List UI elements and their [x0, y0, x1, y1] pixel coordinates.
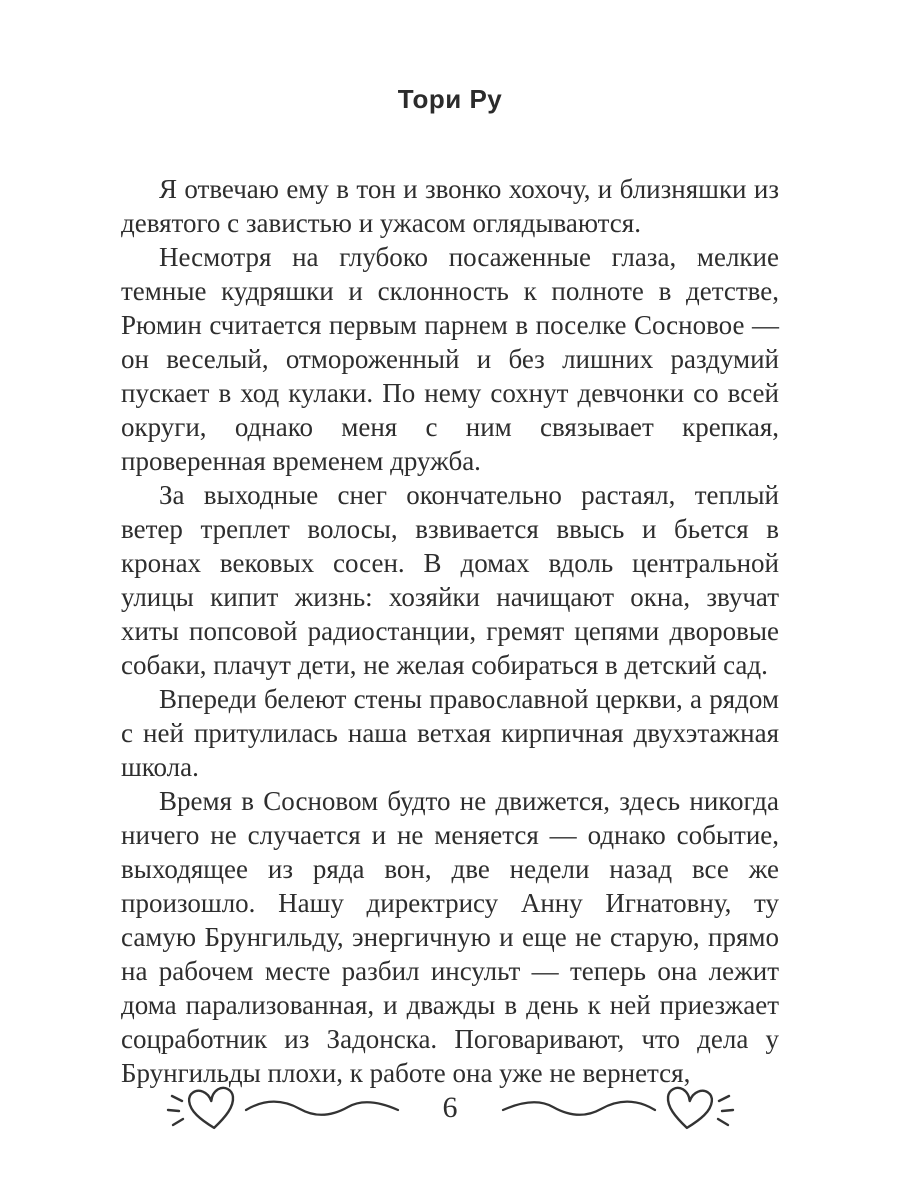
page-number: 6	[442, 1091, 458, 1124]
author-header: Тори Ру	[397, 84, 503, 114]
paragraph-3: За выходные снег окончательно растаял, теплый ветер треплет волосы, взвивается ввысь и бьется в кронах вековых сосен. В домах вдоль центральной улицы кипит жизнь: хозяйки начищают окна, звучат хиты попсовой радиостанции, гремят цепями дворовые собаки, плачут дети, не желая собираться в детский сад.	[121, 480, 779, 680]
page-footer	[0, 1080, 900, 1136]
paragraph-4: Впереди белеют стены православной церкви, а рядом с ней притулилась наша ветхая кирпичная двухэтажная школа.	[121, 684, 779, 782]
paragraph-2: Несмотря на глубоко посаженные глаза, мелкие темные кудряшки и склонность к полноте в детстве, Рюмин считается первым парнем в поселке Сосновое — он веселый, отмороженный и без лишних раздумий пускает в ход кулаки. По нему сохнут девчонки со всей округи, однако меня с ним связывает крепкая, проверенная временем дружба.	[121, 242, 779, 476]
paragraph-5: Время в Сосновом будто не движется, здесь никогда ничего не случается и не меняется — однако событие, выходящее из ряда вон, две недели назад все же произошло. Нашу директрису Анну Игнатовну, ту самую Брунгильду, энергичную и еще не старую, прямо на рабочем месте разбил инсульт — теперь она лежит дома парализованная, и дважды в день к ней приезжает соцработник из Задонска. Поговаривают, что дела у Брунгильды плохи, к работе она уже не вернется,	[121, 786, 779, 1088]
text-block	[121, 172, 779, 1090]
paragraph-1: Я отвечаю ему в тон и звонко хохочу, и близняшки из девятого с завистью и ужасом оглядываются.	[121, 174, 779, 238]
right-heart-ornament-icon	[500, 1080, 735, 1136]
left-heart-ornament-icon	[166, 1080, 401, 1136]
